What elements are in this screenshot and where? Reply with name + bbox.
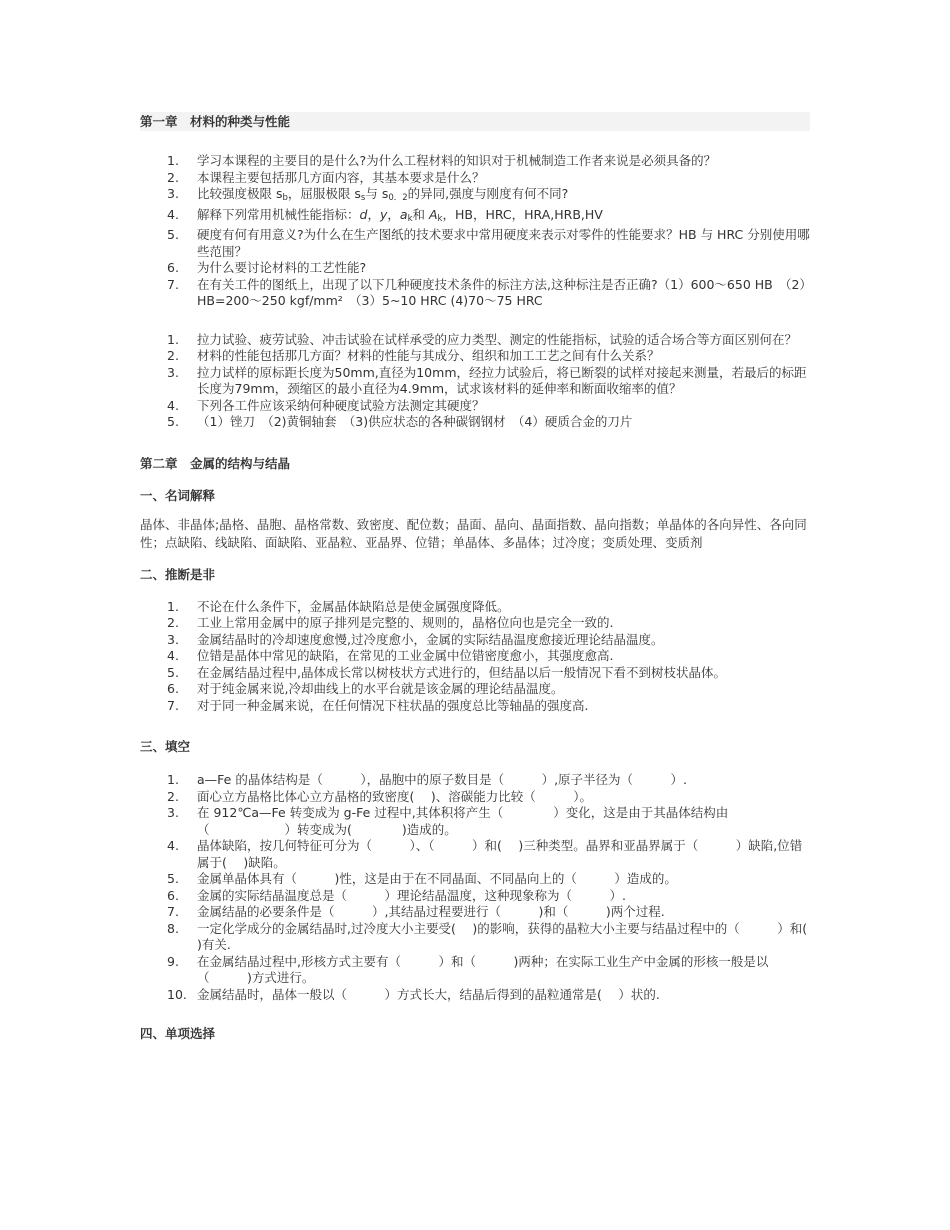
chapter2-title: 第二章 金属的结构与结晶 <box>140 455 291 471</box>
list-item: 4. 解释下列常用机械性能指标：d，y，$a_k$和 $A_k$，HB，HRC，HRA,HRB,HV <box>167 206 603 224</box>
fill-blank-list <box>140 772 824 1003</box>
list-item: 2. 本课程主要包括那几方面内容，其基本要求是什么？ <box>167 169 485 185</box>
true-false-list <box>140 599 810 715</box>
list-item: 7. 在有关工件的图纸上，出现了以下几种硬度技术条件的标注方法,这种标注是否正确?（1）600～650 HB （2）HB=200～250 kgf/mm² （3）5~10 HRC (4)70～75 HRC <box>167 276 806 308</box>
list-item: 1. 拉力试验、疲劳试验、冲击试验在试样承受的应力类型、测定的性能指标，试验的适合场合等方面区别何在？ <box>167 331 798 347</box>
list-item: 3. 拉力试样的原标距长度为50mm,直径为10mm，经拉力试验后，将已断裂的试样对接起来测量，若最后的标距长度为79mm，颈缩区的最小直径为4.9mm，试求该材料的延伸率和断面收缩率的值？ <box>167 364 807 396</box>
list-item: 1. a—Fe 的晶体结构是（ ），晶胞中的原子数目是（ ）,原子半径为（ ）. <box>167 772 688 787</box>
list-item: 10. 金属结晶时，晶体一般以（ ）方式长大，结晶后得到的晶粒通常是( ）状的. <box>167 986 660 1002</box>
list-item: 1. 不论在什么条件下，金属晶体缺陷总是使金属强度降低。 <box>167 598 510 614</box>
list-item: 5. 硬度有何有用意义?为什么在生产图纸的技术要求中常用硬度来表示对零件的性能要求？HB 与 HRC 分别使用哪些范围？ <box>167 227 810 259</box>
list-item: 2. 工业上常用金属中的原子排列是完整的、规则的，晶格位向也是完全一致的. <box>167 615 614 630</box>
list-item: 7. 金属结晶的必要条件是（ ）,其结晶过程要进行（ )和（ )两个过程. <box>167 904 665 919</box>
list-item: 4. 位错是晶体中常见的缺陷，在常见的工业金属中位错密度愈小，其强度愈高. <box>167 648 614 663</box>
section-title-fill-blank: 三、填空 <box>140 739 191 754</box>
chapter1-title: 第一章 材料的种类与性能 <box>140 112 810 131</box>
list-item: 2. 材料的性能包括那几方面？材料的性能与其成分、组织和加工工艺之间有什么关系？ <box>167 348 660 363</box>
list-item: 3. 金属结晶时的冷却速度愈慢,过冷度愈小，金属的实际结晶温度愈接近理论结晶温度。 <box>167 631 664 647</box>
list-item: 2. 面心立方晶格比体心立方晶格的致密度( )、溶碳能力比较（ ）。 <box>167 788 592 804</box>
list-item: 1. 学习本课程的主要目的是什么?为什么工程材料的知识对于机械制造工作者来说是必须具备的？ <box>167 153 717 168</box>
section-title-single-choice: 四、单项选择 <box>140 1026 216 1041</box>
list-item: 5. （1）锉刀 （2)黄铜轴套 （3)供应状态的各种碳钢钢材 （4）硬质合金的刀片 <box>167 414 633 429</box>
list-item: 8. 一定化学成分的金属结晶时,过冷度大小主要受( )的影响，获得的晶粒大小主要与结晶过程中的（ ）和( )有关. <box>167 920 824 952</box>
list-item: 4. 下列各工件应该采纳何种硬度试验方法测定其硬度？ <box>167 397 485 413</box>
list-item: 5. 金属单晶体具有（ )性，这是由于在不同晶面、不同晶向上的（ ）造成的。 <box>167 871 677 886</box>
chapter1-question-list-1 <box>140 153 810 310</box>
list-item: 3. 比较强度极限 $s_b$，屈服极限 $s_s$与 $s_{0.2}$的异同,强度与刚度有何不同? <box>167 186 569 203</box>
terms-paragraph: 晶体、非晶体;晶格、晶胞、晶格常数、致密度、配位数；晶面、晶向、晶面指数、晶向指数；单晶体的各向异性、各向同性；点缺陷、线缺陷、面缺陷、亚晶粒、亚晶界、位错；单晶体、多晶体；过冷度；变质处理、变质剂 <box>140 516 807 550</box>
section-title-terms: 一、名词解释 <box>140 487 216 503</box>
list-item: 6. 金属的实际结晶温度总是（ ）理论结晶温度，这种现象称为（ ）. <box>167 887 626 903</box>
list-item: 9. 在金属结晶过程中,形核方式主要有（ ）和（ )两种；在实际工业生产中金属的形核一般是以（ )方式进行。 <box>167 953 769 985</box>
list-item: 6. 为什么要讨论材料的工艺性能? <box>167 260 367 275</box>
list-item: 4. 晶体缺陷，按几何特征可分为（ ）、（ ）和( )三种类型。晶界和亚晶界属于（ ）缺陷,位错属于( )缺陷。 <box>167 838 803 870</box>
list-item: 7. 对于同一种金属来说，在任何情况下柱状晶的强度总比等轴晶的强度高. <box>167 697 589 713</box>
list-item: 3. 在 912℃a—Fe 转变成为 g-Fe 过程中,其体积将产生（ ）变化，这是由于其晶体结构由（ ）转变成为( )造成的。 <box>167 805 729 837</box>
document-page <box>140 112 824 1042</box>
section-title-true-false: 二、推断是非 <box>140 566 216 582</box>
list-item: 5. 在金属结晶过程中,晶体成长常以树枝状方式进行的，但结晶以后一般情况下看不到树枝状晶体。 <box>167 664 726 680</box>
list-item: 6. 对于纯金属来说,冷却曲线上的水平台就是该金属的理论结晶温度。 <box>167 681 564 696</box>
chapter1-question-list-2 <box>140 332 810 431</box>
